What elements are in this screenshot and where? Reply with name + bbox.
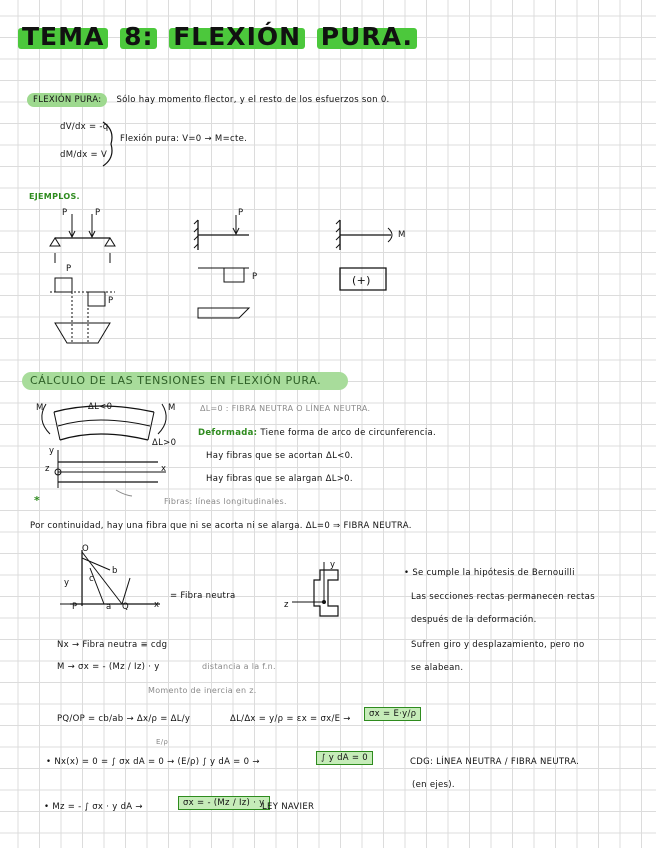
cross-section-diagram bbox=[290, 562, 350, 632]
load-p-label: P bbox=[62, 208, 68, 218]
deformada-label: Deformada: bbox=[198, 428, 258, 438]
eq-ratio: PQ/OP = cb/ab → Δx/ρ = ΔL/y bbox=[57, 714, 191, 724]
point-p: P bbox=[72, 602, 78, 612]
bent-beam-diagram bbox=[36, 400, 166, 495]
beam-m-right: M bbox=[168, 403, 176, 413]
bernoulli-line2: Las secciones rectas permanecen rectas bbox=[411, 592, 595, 602]
axis-x-label: x bbox=[161, 464, 167, 474]
title-word: TEMA bbox=[22, 22, 105, 51]
cdg-note2: (en ejes). bbox=[412, 780, 455, 790]
deformada-text: Tiene forma de arco de circunferencia. bbox=[260, 428, 436, 438]
beam-dl-neg: ΔL<0 bbox=[88, 402, 113, 412]
eq-nx-integral: • Nx(x) = 0 = ∫ σx dA = 0 → (E/ρ) ∫ y dA = 0 → bbox=[46, 757, 260, 767]
load-p-label: P bbox=[238, 208, 244, 218]
continuidad-conclusion: Por continuidad, hay una fibra que ni se acorta ni se alarga. ΔL=0 ⇒ FIBRA NEUTRA. bbox=[30, 521, 412, 531]
beam-m-left: M bbox=[36, 403, 44, 413]
title-word: PURA. bbox=[320, 22, 413, 51]
point-q: Q bbox=[122, 602, 129, 612]
ley-navier-label: LEY NAVIER bbox=[262, 802, 315, 812]
fibras-longitudinales: Fibras: líneas longitudinales. bbox=[164, 497, 287, 506]
flexion-pura-definition: Sólo hay momento flector, y el resto de los esfuerzos son 0. bbox=[116, 95, 390, 105]
point-o: O bbox=[82, 544, 89, 554]
axis-y-label: y bbox=[49, 446, 55, 456]
axis-x-label: x bbox=[154, 600, 160, 610]
point-a: a bbox=[106, 602, 112, 612]
v-diagram-label: P bbox=[108, 296, 114, 306]
eq-mz-integral: • Mz = - ∫ σx · y dA → bbox=[44, 802, 143, 812]
cdg-note: CDG: LÍNEA NEUTRA / FIBRA NEUTRA. bbox=[410, 757, 580, 767]
fibras-acortan: Hay fibras que se acortan ΔL<0. bbox=[206, 451, 354, 461]
title-word: 8: bbox=[124, 22, 154, 51]
axis-y-label: y bbox=[330, 560, 336, 570]
page-title bbox=[22, 22, 423, 51]
eq-dv-dx: dV/dx = -q bbox=[60, 122, 109, 132]
example-simply-supported-diagram bbox=[50, 208, 120, 348]
bernoulli-line4: Sufren giro y desplazamiento, pero no bbox=[411, 640, 585, 650]
axis-z-label: z bbox=[45, 464, 50, 474]
point-c: c bbox=[89, 574, 94, 584]
m-diagram-sign: (+) bbox=[352, 274, 371, 287]
example-cantilever-load-diagram bbox=[194, 210, 264, 330]
ejemplos-label: EJEMPLOS. bbox=[29, 192, 80, 201]
moment-m-label: M bbox=[398, 230, 406, 240]
eq-m-sigma: M → σx = - (Mz / Iz) · y bbox=[57, 662, 160, 672]
bernoulli-line3: después de la deformación. bbox=[411, 615, 537, 625]
axis-y-label: y bbox=[64, 578, 70, 588]
flexion-pura-conclusion: Flexión pura: V=0 → M=cte. bbox=[120, 134, 248, 144]
deformada-row bbox=[198, 428, 436, 438]
flexion-pura-row bbox=[27, 95, 390, 105]
note-neutral: ΔL=0 : FIBRA NEUTRA O LÍNEA NEUTRA. bbox=[200, 404, 371, 413]
sigma-box: σx = E·y/ρ bbox=[364, 707, 421, 721]
flexion-pura-label: FLEXIÓN PURA: bbox=[27, 93, 107, 107]
eq-dm-dx: dM/dx = V bbox=[60, 150, 108, 160]
eq-nx: Nx → Fibra neutra ≡ cdg bbox=[57, 640, 168, 650]
distancia-fn-note: distancia a la f.n. bbox=[202, 662, 276, 671]
beam-dl-pos: ΔL>0 bbox=[152, 438, 177, 448]
v-diagram-label: P bbox=[66, 264, 72, 274]
bernoulli-line5: se alabean. bbox=[411, 663, 464, 673]
integral-box: ∫ y dA = 0 bbox=[316, 751, 373, 765]
brace-icon bbox=[101, 120, 121, 168]
point-b: b bbox=[112, 566, 118, 576]
e-over-p-note: E/ρ bbox=[156, 738, 169, 746]
eq-strain: ΔL/Δx = y/ρ = εx = σx/E → bbox=[230, 714, 351, 724]
navier-box: σx = - (Mz / Iz) · y bbox=[178, 796, 270, 810]
star-mark: * bbox=[34, 494, 41, 507]
fibra-neutra-label: = Fibra neutra bbox=[170, 591, 236, 601]
v-diagram-label: P bbox=[252, 272, 258, 282]
section-heading-calculo: CÁLCULO DE LAS TENSIONES EN FLEXIÓN PURA. bbox=[22, 372, 348, 390]
momento-inercia-note: Momento de inercia en z. bbox=[148, 686, 257, 695]
load-p-label: P bbox=[95, 208, 101, 218]
axis-z-label: z bbox=[284, 600, 289, 610]
fibras-alargan: Hay fibras que se alargan ΔL>0. bbox=[206, 474, 353, 484]
bernoulli-line1: • Se cumple la hipótesis de Bernouilli bbox=[404, 568, 575, 578]
title-word: FLEXIÓN bbox=[173, 22, 302, 51]
